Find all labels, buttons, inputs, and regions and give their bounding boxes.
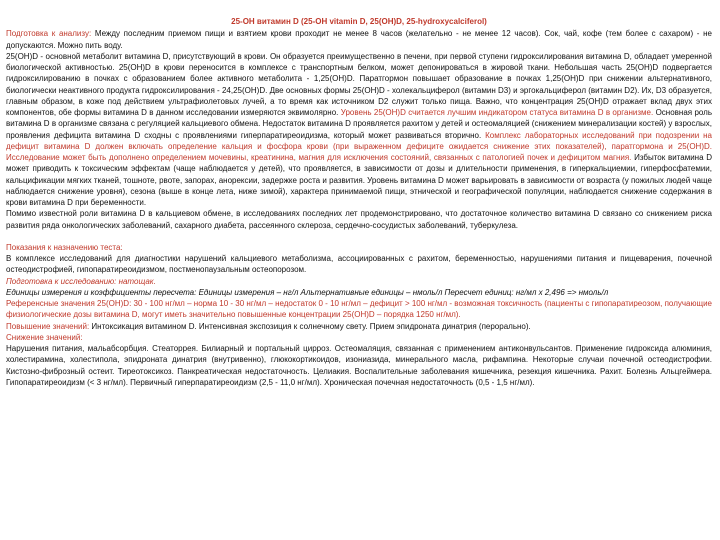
reference-values: Референсные значения 25(OH)D: 30 - 100 нг/мл – норма 10 - 30 нг/мл – недостаток 0 - 10 нг/мл – дефицит > 100 нг/мл - возможная токсичность (пациенты с гипопаратиреозом, получающие физиологические дозы витамина D, могут иметь значительно повышенные концентрации 25(OH)D – порядка 1250 нг/мл). bbox=[6, 299, 712, 320]
units-label: Единицы измерения и коэффициенты пересчета: bbox=[6, 287, 197, 297]
spacer bbox=[6, 231, 712, 242]
increase-paragraph bbox=[6, 321, 712, 332]
description-text-3: Избыток витамина D может приводить к токсическим эффектам (чаще наблюдается у детей), что проявляется, в зависимости от дозы и длительности применения, в гиперкальциемии, гиперфосфатемии, кальцификации мягких тканей, тошноте, рвоте, запорах, анорексии, задержке роста и развития. Уровень витамина D может варьировать в зависимости от возраста (у пожилых людей чаще наблюдается снижение уровня), сезона (выше в конце лета, ниже зимой), характера принимаемой пищи, этнической и географической популяции, наблюдается снижение содержания в крови витамина D при беременности. bbox=[6, 153, 712, 207]
units-paragraph bbox=[6, 287, 712, 298]
decrease-text: Нарушения питания, мальабсорбция. Стеаторрея. Билиарный и портальный цирроз. Остеомаляция, связанная с применением антиконвульсантов. Применение гидроксида алюминия, холестирамина, холестипола, эпидроната динатрия (внутривенно), глюкокортикоидов, изониазида, минерального масла, рифампина. Некоторые случаи почечной остеодистрофии. Кистозно-фиброзный остеит. Тиреотоксикоз. Панкреатическая недостаточность. Целиакия. Воспалительные заболевания кишечника, резекция кишечника. Рахит. Болезнь Альцгеймера. Гипопаратиреоидизм (< 3 нг/мл). Первичный гиперпаратиреоидизм (2,5 - 11,0 нг/мл). Хроническая почечная недостаточность (0,5 - 1,5 нг/мл). bbox=[6, 344, 712, 387]
indications-heading: Показания к назначению теста: bbox=[6, 242, 123, 252]
page-title: 25-OH витамин D (25-OH vitamin D, 25(OH)D, 25-hydroxycalciferol) bbox=[231, 17, 487, 26]
preparation-paragraph bbox=[6, 28, 712, 51]
decrease-label: Снижение значений: bbox=[6, 332, 83, 342]
description-text-2: Основная роль витамина D в организме связана с регуляцией кальциевого обмена. Недостаток витамина D проявляется рахитом у детей и остеомаляцией (снижением минерализации костей) у взрослых, проявления дефицита витамина D сходны с проявлениями гиперпаратиреоидизма, который может развиваться вторично. bbox=[6, 108, 713, 140]
indications-text: В комплексе исследований для диагностики нарушений кальциевого метаболизма, ассоциированных с рахитом, беременностью, нарушениями питания и пищеварения, почечной остеодистрофией, гипопаратиреоидизмом, постменопаузальным остеопорозом. bbox=[6, 254, 712, 275]
description-paragraph bbox=[6, 51, 712, 209]
description-text-1: 25(OH)D - основной метаболит витамина D, присутствующий в крови. Он образуется преимущественно в печени, при первой ступени гидроксилирования витамина D, обладает умеренной биологической активностью. 25(OH)D в крови переносится в комплексе с транспортным белком, может депонироваться в жировой ткани. Небольшая часть 25(OH)D подвергается гидроксилированию в почках с образованием более активного метаболита - 1,25(OH)D. Паратгормон повышает образование в почках 1,25(OH)D при снижении альтернативного, биологически неактивного продукта гидроксилирования - 24,25(OH)D. Две основных формы 25(OH)D - холекальциферол (витамин D3) и эргокальциферол (витамин D2). Их, D3 образуется, главным образом, в коже под действием ультрафиолетовых лучей, а то время как источником D2 служит только пища. Важно, что концентрация 25(OH)D отражает вклад двух этих компонентов, обе формы витамина D в данном исследовании измеряются эквимолярно. bbox=[6, 51, 712, 117]
additional-role-paragraph: Помимо известной роли витамина D в кальциевом обмене, в исследованиях последних лет продемонстрировано, что достаточное количество витамина D связано со снижением риска развития ряда онкологических заболеваний, сахарного диабета, рассеянного склероза, сердечно-сосудистых заболеваний, туберкулеза. bbox=[6, 209, 712, 230]
preparation-text: Между последним приемом пищи и взятием крови проходит не менее 8 часов (желательно - не менее 12 часов). Сок, чай, кофе (тем более с сахаром) - не допускаются. Можно пить воду. bbox=[6, 29, 713, 50]
units-text: Единицы измерения – нг/л Альтернативные единицы – нмоль/л Пересчет единиц: нг/мл х 2,496 => нмоль/л bbox=[196, 287, 609, 297]
document-page bbox=[6, 16, 712, 388]
increase-label: Повышение значений: bbox=[6, 321, 90, 331]
preparation-note: Подготовка к исследованию: натощак. bbox=[6, 276, 156, 286]
increase-text: Интоксикация витамином D. Интенсивная экспозиция к солнечному свету. Прием эпидроната динатрия (перорально). bbox=[89, 321, 531, 331]
highlight-lab-complex: Комплекс лабораторных исследований при подозрении на дефицит витамина D должен включать определение кальция и фосфора крови (при выраженном дефиците ожидается снижение этих показателей), паратгормона и 25(OH)D. Исследование может быть дополнено определением мочевины, креатинина, магния для исключения состояний, связанных с патологией почек и дефицитом магния. bbox=[6, 130, 713, 162]
highlight-best-indicator: Уровень 25(OH)D считается лучшим индикатором статуса витамина D в организме. bbox=[340, 108, 654, 117]
preparation-label: Подготовка к анализу: bbox=[6, 29, 95, 39]
